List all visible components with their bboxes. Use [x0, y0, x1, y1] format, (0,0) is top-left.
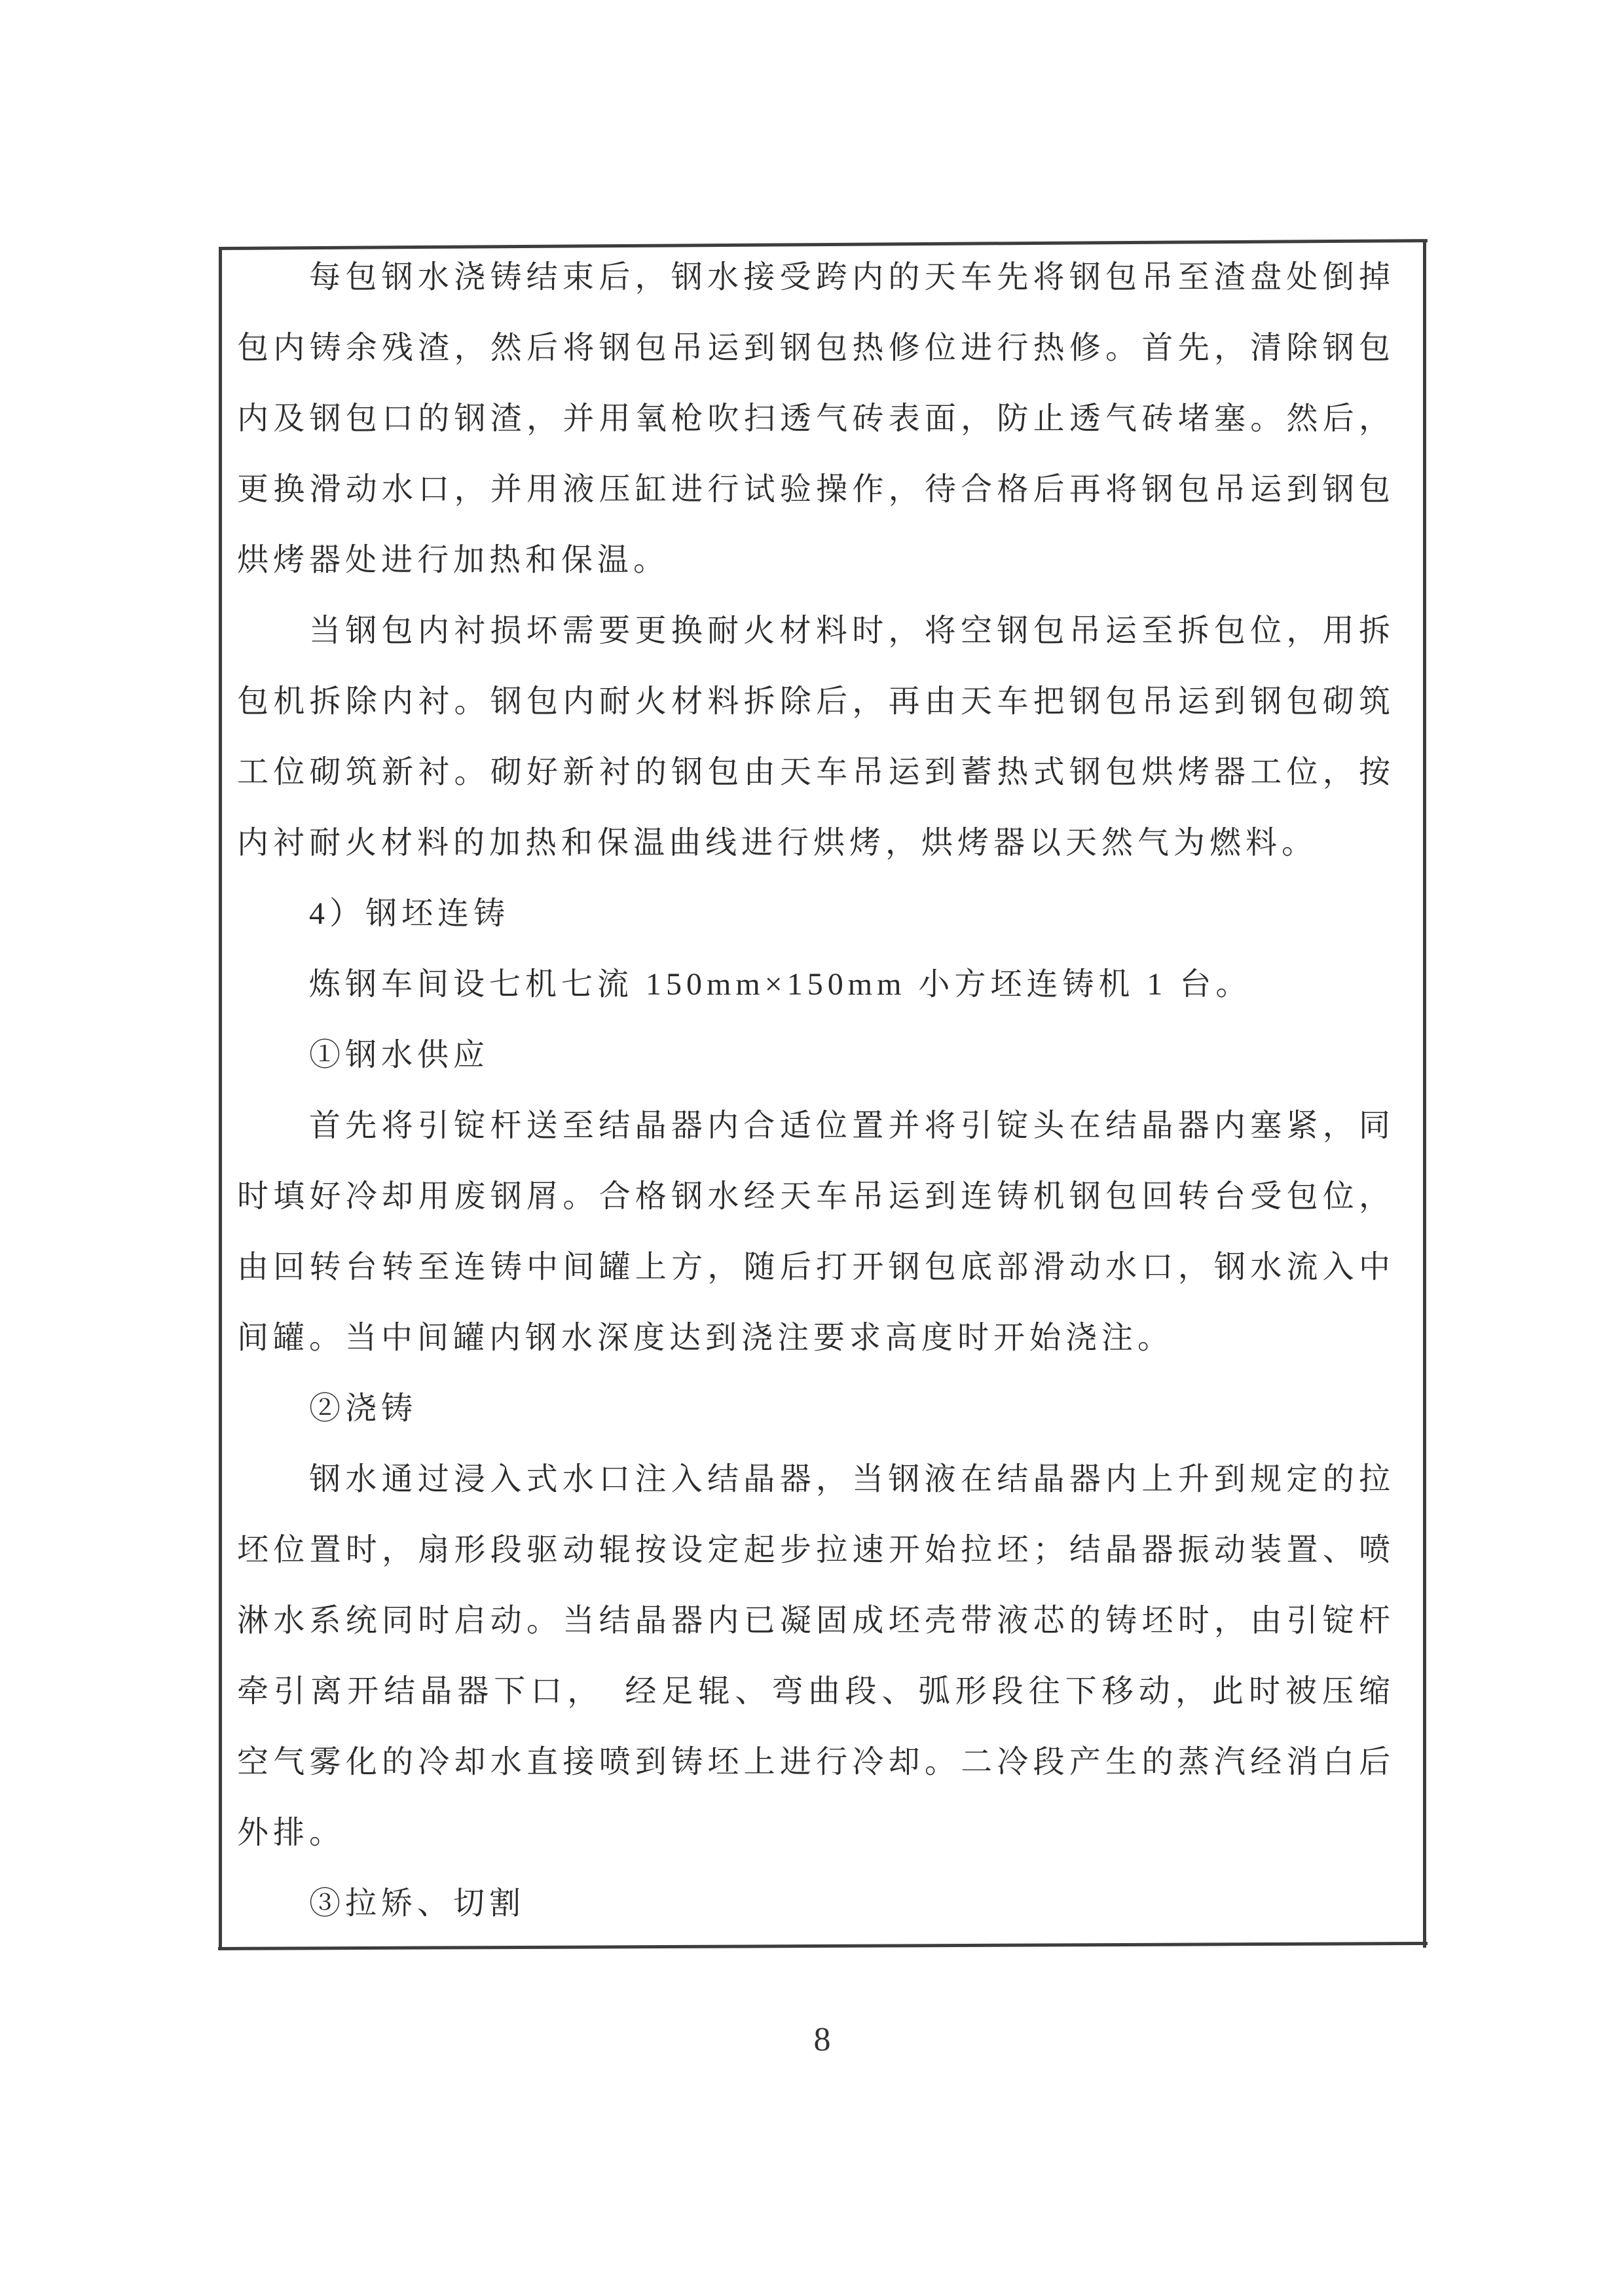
paragraph-ladle-relining: 当钢包内衬损坏需要更换耐火材料时，将空钢包吊运至拆包位，用拆包机拆除内衬。钢包内耐火材料拆除后，再由天车把钢包吊运到钢包砌筑工位砌筑新衬。砌好新衬的钢包由天车吊运到蓄热式钢包烘烤器工位，按内衬耐火材料的加热和保温曲线进行烘烤，烘烤器以天然气为燃料。: [237, 613, 1395, 860]
paragraph-ladle-hot-repair: 每包钢水浇铸结束后，钢水接受跨内的天车先将钢包吊至渣盘处倒掉包内铸余残渣，然后将钢包吊运到钢包热修位进行热修。首先，清除钢包内及钢包口的钢渣，并用氧枪吹扫透气砖表面，防止透气砖堵塞。然后，更换滑动水口，并用液压缸进行试验操作，待合格后再将钢包吊运到钢包烘烤器处进行加热和保温。: [237, 260, 1395, 577]
paragraph-caster-configuration: 炼钢车间设七机七流 150mm×150mm 小方坯连铸机 1 台。: [309, 967, 1252, 1002]
paragraph-casting-process: 钢水通过浸入式水口注入结晶器，当钢液在结晶器内上升到规定的拉坯位置时，扇形段驱动辊按设定起步拉速开始拉坯；结晶器振动装置、喷淋水系统同时启动。当结晶器内已凝固成坯壳带液芯的铸坯时，由引锭杆牵引离开结晶器下口， 经足辊、弯曲段、弧形段往下移动，此时被压缩空气雾化的冷却水直接喷到铸坯上进行冷却。二冷段产生的蒸汽经消白后外排。: [237, 1462, 1395, 1850]
frame-border-bottom: [218, 1942, 1428, 1950]
frame-border-left: [219, 247, 222, 1950]
heading-casting: ②浇铸: [309, 1391, 418, 1426]
frame-border-right: [1423, 242, 1426, 1948]
heading-billet-continuous-casting: 4）钢坯连铸: [309, 896, 510, 931]
page-number: 8: [813, 2021, 831, 2058]
text-frame: [237, 242, 1395, 1939]
heading-straightening-cutting: ③拉矫、切割: [309, 1886, 526, 1921]
heading-molten-steel-supply: ①钢水供应: [309, 1038, 490, 1072]
paragraph-molten-steel-supply: 首先将引锭杆送至结晶器内合适位置并将引锭头在结晶器内塞紧，同时填好冷却用废钢屑。合格钢水经天车吊运到连铸机钢包回转台受包位，由回转台转至连铸中间罐上方，随后打开钢包底部滑动水口，钢水流入中间罐。当中间罐内钢水深度达到浇注要求高度时开始浇注。: [237, 1108, 1395, 1355]
